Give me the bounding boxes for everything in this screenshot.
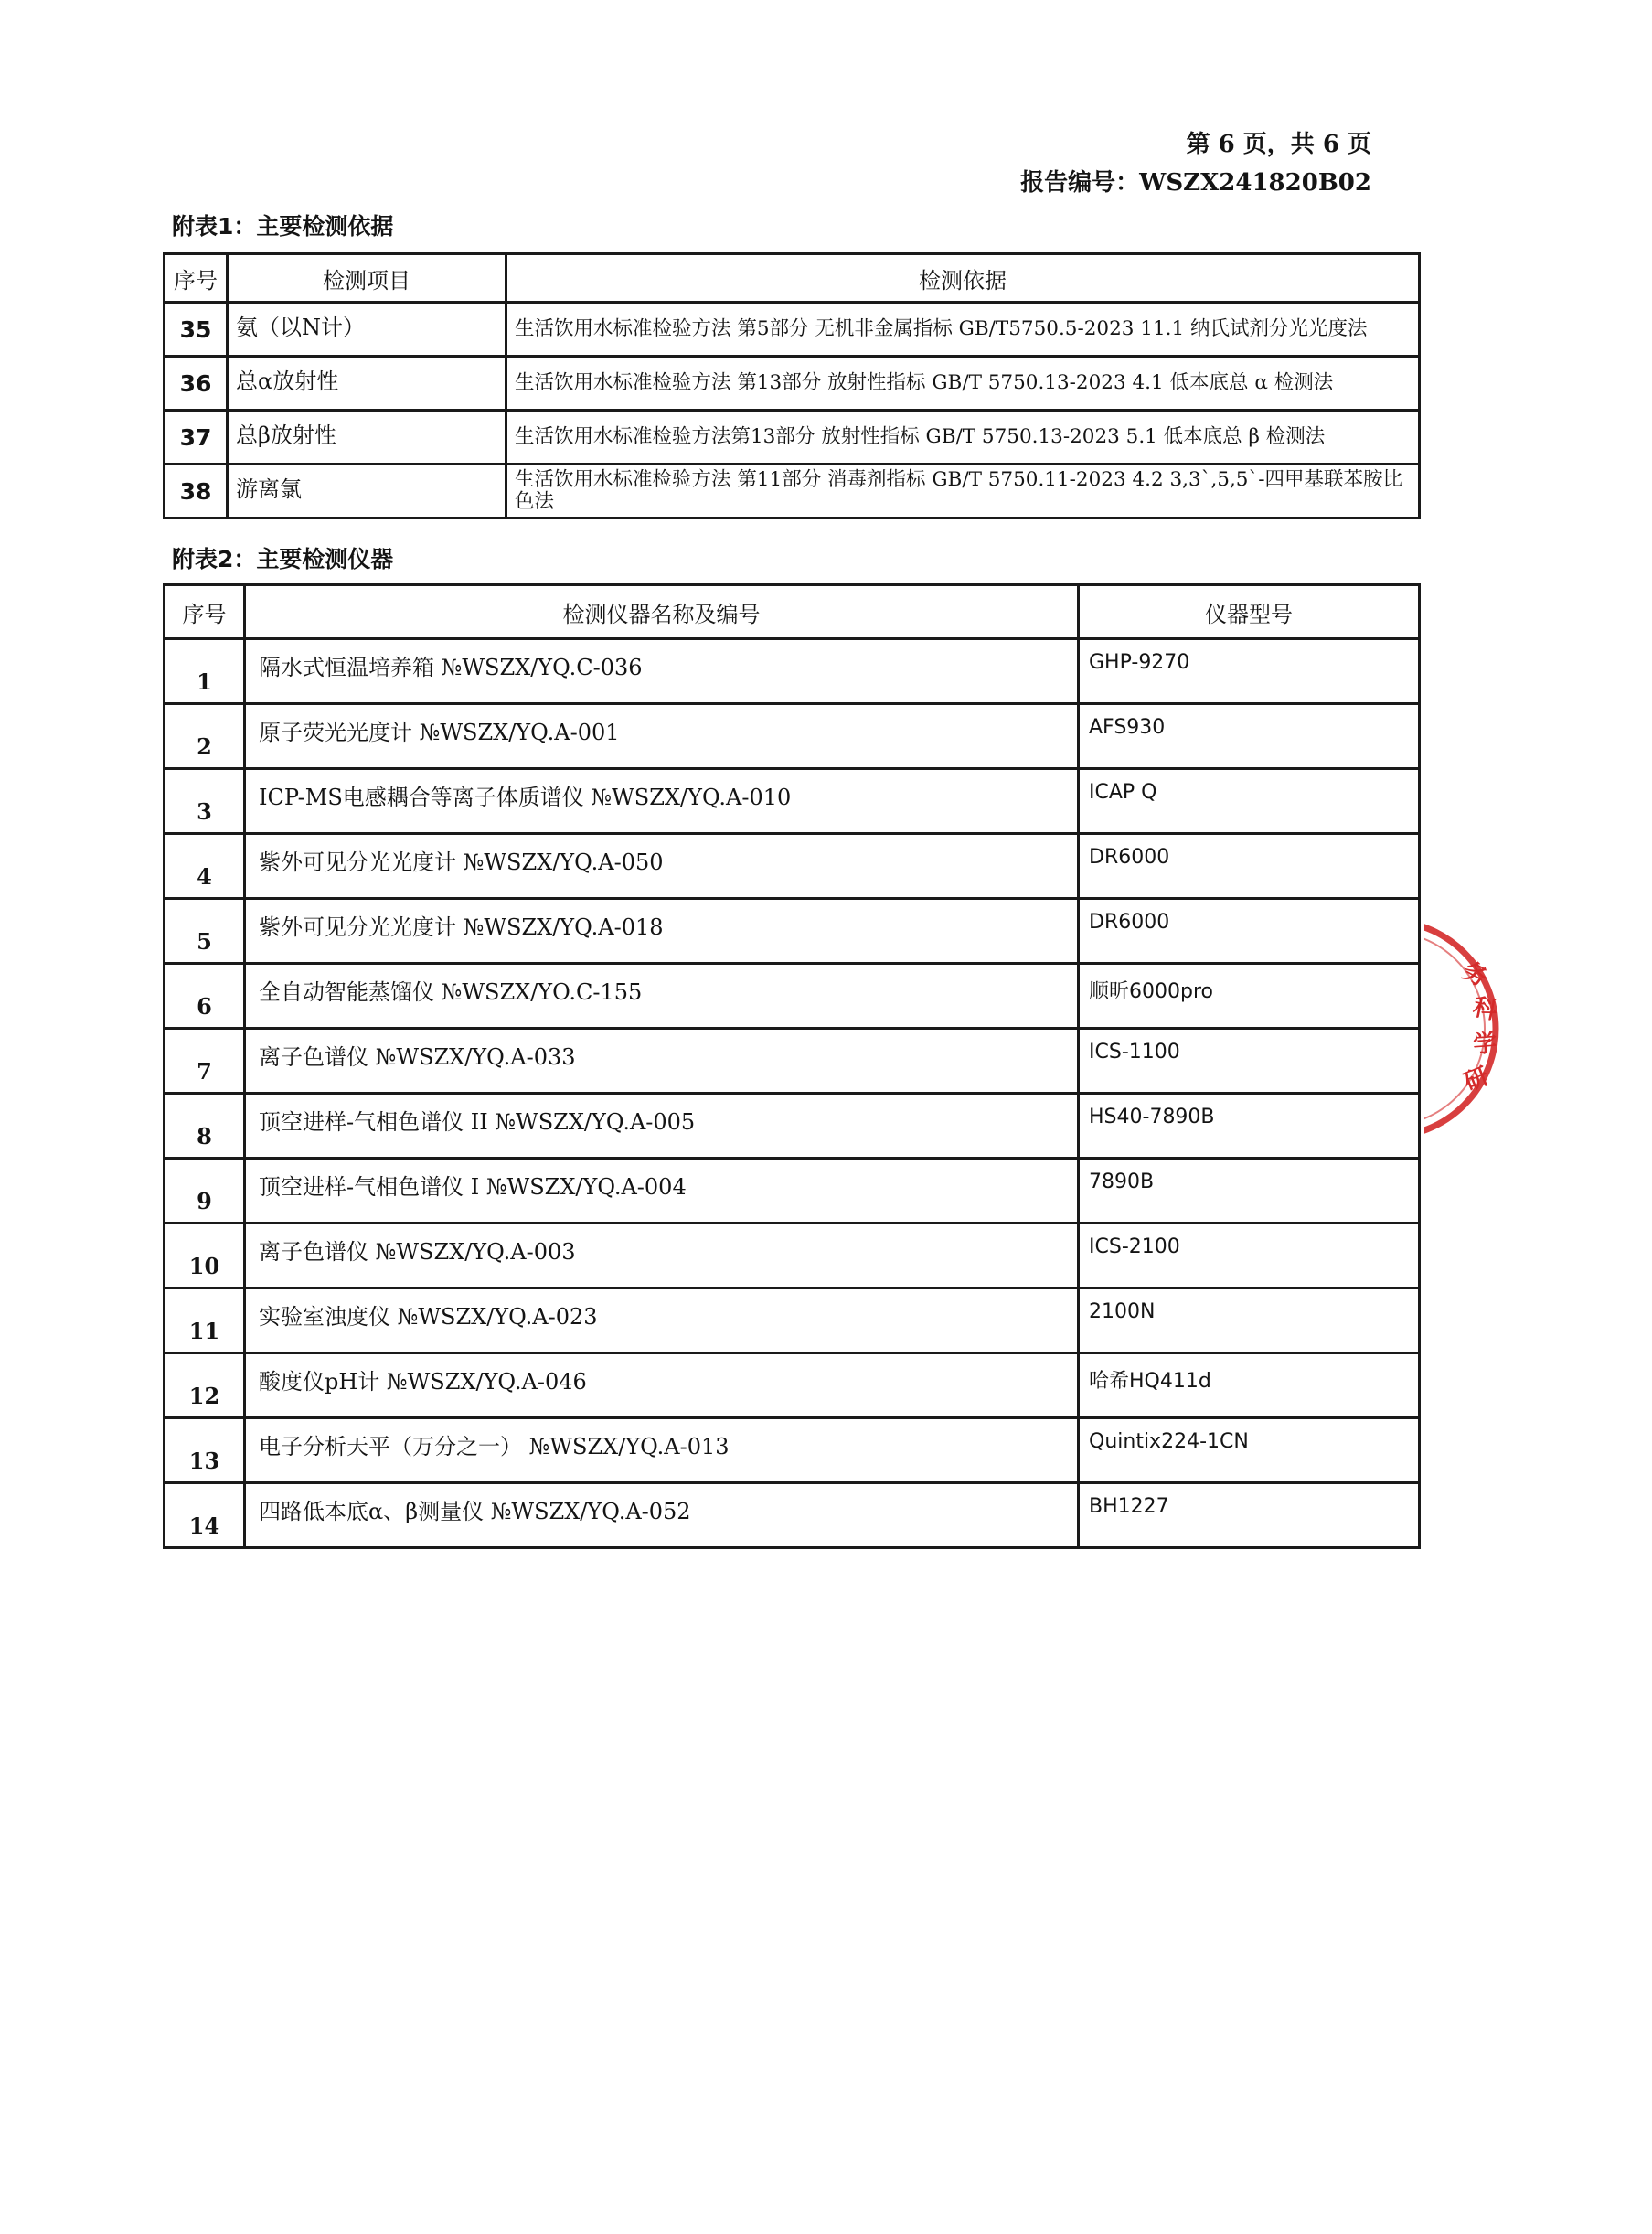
column-header-item: 检测项目 (228, 254, 506, 303)
row-seq: 6 (165, 964, 245, 1029)
table-row (165, 1094, 1420, 1159)
row-seq: 1 (165, 639, 245, 704)
table-row (165, 704, 1420, 769)
table-row (165, 1288, 1420, 1353)
row-model: BH1227 (1079, 1483, 1420, 1548)
table-row (165, 465, 1420, 518)
row-seq: 8 (165, 1094, 245, 1159)
row-model: ICAP Q (1079, 769, 1420, 834)
table-row (165, 1353, 1420, 1418)
row-seq: 13 (165, 1418, 245, 1483)
svg-text:学: 学 (1472, 1030, 1498, 1059)
column-header-model: 仪器型号 (1079, 585, 1420, 639)
instrument-table (163, 583, 1421, 1549)
svg-text:科: 科 (1470, 993, 1500, 1026)
table-row (165, 1418, 1420, 1483)
row-item: 总β放射性 (228, 411, 506, 465)
row-model: AFS930 (1079, 704, 1420, 769)
seal-graphic (1424, 919, 1534, 1138)
column-header-instrument: 检测仪器名称及编号 (245, 585, 1079, 639)
table-row (165, 1224, 1420, 1288)
row-model: 哈希HQ411d (1079, 1353, 1420, 1418)
row-instrument: 紫外可见分光光度计 №WSZX/YQ.A-050 (245, 834, 1079, 899)
row-item: 游离氯 (228, 465, 506, 518)
row-seq: 14 (165, 1483, 245, 1548)
table-row (165, 1483, 1420, 1548)
table1-title: 附表1：主要检测依据 (172, 213, 394, 240)
row-instrument: 隔水式恒温培养箱 №WSZX/YQ.C-036 (245, 639, 1079, 704)
svg-text:务: 务 (1457, 957, 1492, 993)
row-instrument: 离子色谱仪 №WSZX/YQ.A-033 (245, 1029, 1079, 1094)
page-indicator: 第 6 页，共 6 页 (1186, 131, 1371, 158)
row-seq: 37 (165, 411, 228, 465)
row-instrument: ICP-MS电感耦合等离子体质谱仪 №WSZX/YQ.A-010 (245, 769, 1079, 834)
row-model: 2100N (1079, 1288, 1420, 1353)
table-row (165, 769, 1420, 834)
column-header-seq: 序号 (165, 254, 228, 303)
test-basis-table (163, 252, 1421, 519)
official-seal-stamp (1424, 919, 1534, 1138)
table2-title: 附表2：主要检测仪器 (172, 546, 394, 572)
row-seq: 10 (165, 1224, 245, 1288)
row-seq: 35 (165, 303, 228, 357)
row-item: 总α放射性 (228, 357, 506, 411)
table-row (165, 357, 1420, 411)
report-number: 报告编号：WSZX241820B02 (1020, 169, 1371, 197)
row-seq: 2 (165, 704, 245, 769)
row-instrument: 实验室浊度仪 №WSZX/YQ.A-023 (245, 1288, 1079, 1353)
page-header-info (1020, 125, 1371, 202)
table-row (165, 834, 1420, 899)
row-seq: 11 (165, 1288, 245, 1353)
column-header-basis: 检测依据 (506, 254, 1420, 303)
row-model: HS40-7890B (1079, 1094, 1420, 1159)
row-basis: 生活饮用水标准检验方法 第11部分 消毒剂指标 GB/T 5750.11-2023 4.2 3,3`,5,5`-四甲基联苯胺比色法 (506, 465, 1420, 518)
row-instrument: 顶空进样-气相色谱仪 II №WSZX/YQ.A-005 (245, 1094, 1079, 1159)
row-seq: 9 (165, 1159, 245, 1224)
row-seq: 38 (165, 465, 228, 518)
table-row (165, 639, 1420, 704)
row-seq: 36 (165, 357, 228, 411)
row-model: GHP-9270 (1079, 639, 1420, 704)
row-basis: 生活饮用水标准检验方法第13部分 放射性指标 GB/T 5750.13-2023 5.1 低本底总 β 检测法 (506, 411, 1420, 465)
row-item: 氨（以N计） (228, 303, 506, 357)
row-seq: 7 (165, 1029, 245, 1094)
row-basis: 生活饮用水标准检验方法 第13部分 放射性指标 GB/T 5750.13-2023 4.1 低本底总 α 检测法 (506, 357, 1420, 411)
row-model: DR6000 (1079, 899, 1420, 964)
row-instrument: 全自动智能蒸馏仪 №WSZX/YO.C-155 (245, 964, 1079, 1029)
row-instrument: 电子分析天平（万分之一） №WSZX/YQ.A-013 (245, 1418, 1079, 1483)
row-seq: 3 (165, 769, 245, 834)
table-row (165, 964, 1420, 1029)
row-instrument: 紫外可见分光光度计 №WSZX/YQ.A-018 (245, 899, 1079, 964)
row-instrument: 原子荧光光度计 №WSZX/YQ.A-001 (245, 704, 1079, 769)
row-basis: 生活饮用水标准检验方法 第5部分 无机非金属指标 GB/T5750.5-2023 11.1 纳氏试剂分光光度法 (506, 303, 1420, 357)
table-row (165, 1029, 1420, 1094)
row-instrument: 离子色谱仪 №WSZX/YQ.A-003 (245, 1224, 1079, 1288)
table-row (165, 1159, 1420, 1224)
row-seq: 5 (165, 899, 245, 964)
row-instrument: 四路低本底α、β测量仪 №WSZX/YQ.A-052 (245, 1483, 1079, 1548)
svg-text:研: 研 (1460, 1062, 1493, 1097)
row-model: ICS-1100 (1079, 1029, 1420, 1094)
row-instrument: 顶空进样-气相色谱仪 I №WSZX/YQ.A-004 (245, 1159, 1079, 1224)
column-header-seq: 序号 (165, 585, 245, 639)
row-seq: 12 (165, 1353, 245, 1418)
row-model: DR6000 (1079, 834, 1420, 899)
table-row (165, 303, 1420, 357)
table-row (165, 411, 1420, 465)
table-row (165, 899, 1420, 964)
row-seq: 4 (165, 834, 245, 899)
row-model: 顺昕6000pro (1079, 964, 1420, 1029)
row-model: 7890B (1079, 1159, 1420, 1224)
table-header-row (165, 254, 1420, 303)
row-model: ICS-2100 (1079, 1224, 1420, 1288)
row-instrument: 酸度仪pH计 №WSZX/YQ.A-046 (245, 1353, 1079, 1418)
table-header-row (165, 585, 1420, 639)
row-model: Quintix224-1CN (1079, 1418, 1420, 1483)
